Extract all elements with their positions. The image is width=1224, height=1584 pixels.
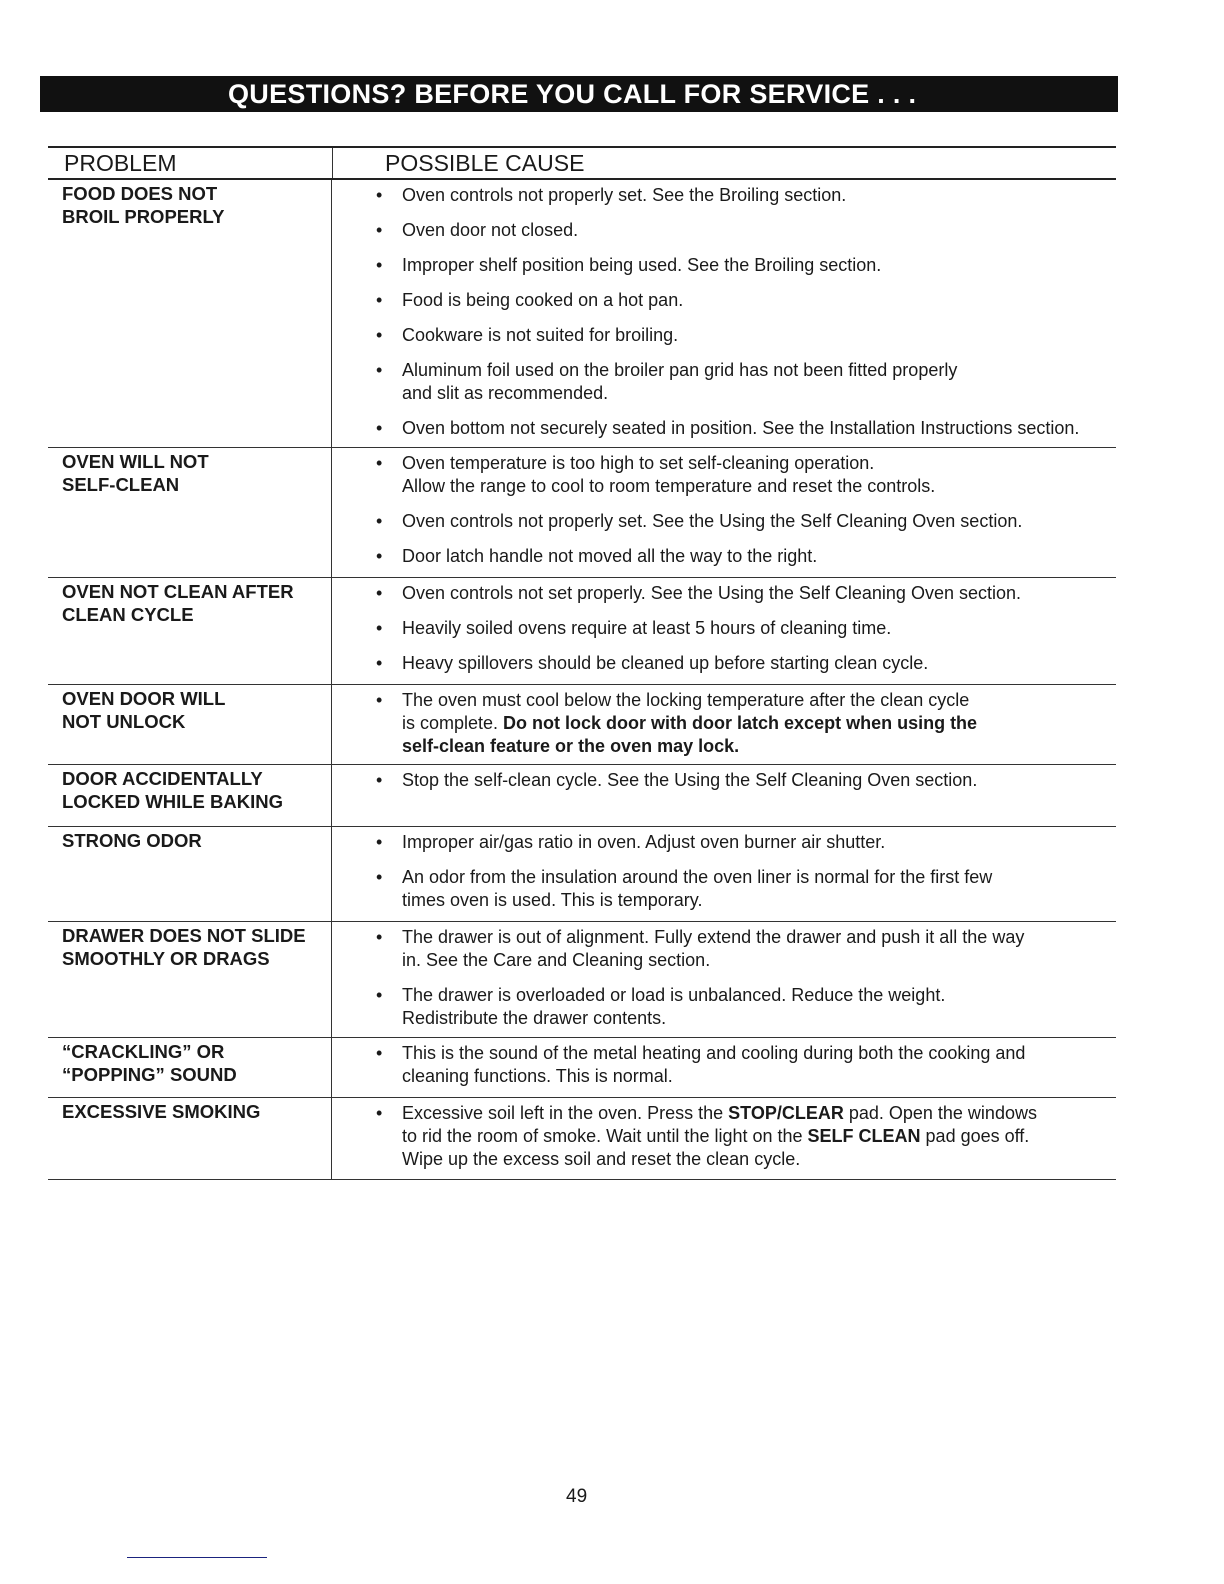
table-row — [48, 1098, 1116, 1180]
cause-text: Oven controls not set properly. See the Using the Self Cleaning Oven section. — [402, 583, 1022, 603]
bullet-icon: • — [376, 583, 383, 603]
bullet-icon: • — [376, 867, 383, 887]
causes-cell — [332, 1038, 1116, 1097]
table-header — [48, 148, 1116, 180]
causes-cell — [332, 1098, 1116, 1179]
problem-cell: STRONG ODOR — [48, 827, 332, 921]
cause-text: Oven temperature is too high to set self-cleaning operation. Allow the range to cool to room temperature and reset the controls. — [402, 453, 936, 496]
cause-text: Improper shelf position being used. See the Broiling section. — [402, 255, 882, 275]
bullet-icon: • — [376, 1103, 383, 1123]
cause-item — [376, 254, 1116, 277]
cause-text: The drawer is overloaded or load is unbalanced. Reduce the weight. Redistribute the drawer contents. — [402, 985, 946, 1028]
cause-text: Food is being cooked on a hot pan. — [402, 290, 684, 310]
table-row — [48, 922, 1116, 1038]
causes-cell — [332, 765, 1116, 826]
problem-cell: EXCESSIVE SMOKING — [48, 1098, 332, 1179]
cause-item — [376, 510, 1116, 533]
cause-text: Door latch handle not moved all the way to the right. — [402, 546, 818, 566]
bullet-icon: • — [376, 220, 383, 240]
bullet-icon: • — [376, 985, 383, 1005]
cause-text: Oven door not closed. — [402, 220, 579, 240]
cause-text: Heavily soiled ovens require at least 5 hours of cleaning time. — [402, 618, 892, 638]
cause-text: Cookware is not suited for broiling. — [402, 325, 679, 345]
bullet-icon: • — [376, 618, 383, 638]
cause-item — [376, 582, 1116, 605]
causes-cell — [332, 685, 1116, 764]
bullet-icon: • — [376, 290, 383, 310]
cause-text: The oven must cool below the locking temperature after the clean cycle is complete. — [402, 690, 970, 733]
causes-cell — [332, 922, 1116, 1037]
bullet-icon: • — [376, 325, 383, 345]
page-title: QUESTIONS? BEFORE YOU CALL FOR SERVICE . . . — [228, 78, 917, 109]
problem-cell: OVEN NOT CLEAN AFTER CLEAN CYCLE — [48, 578, 332, 684]
cause-text: Stop the self-clean cycle. See the Using the Self Cleaning Oven section. — [402, 770, 978, 790]
problem-cell: OVEN WILL NOT SELF-CLEAN — [48, 448, 332, 577]
cause-text: Improper air/gas ratio in oven. Adjust oven burner air shutter. — [402, 832, 886, 852]
footer-rule — [127, 1557, 267, 1558]
cause-item — [376, 324, 1116, 347]
table-row — [48, 1038, 1116, 1098]
table-row — [48, 685, 1116, 765]
cause-text: Excessive soil left in the oven. Press the — [402, 1103, 729, 1123]
title-banner — [40, 76, 1118, 112]
table-row — [48, 180, 1116, 448]
causes-cell — [332, 827, 1116, 921]
cause-text: pad. Open the windows to rid the room of smoke. Wait until the light on the — [402, 1103, 1037, 1146]
troubleshooting-table — [48, 146, 1116, 1180]
cause-item — [376, 984, 1116, 1030]
bullet-icon: • — [376, 546, 383, 566]
cause-emphasis: STOP/CLEAR — [728, 1103, 844, 1123]
header-problem: PROBLEM — [48, 148, 333, 178]
cause-item — [376, 769, 1116, 792]
cause-item — [376, 866, 1116, 912]
cause-text: Aluminum foil used on the broiler pan grid has not been fitted properly and slit as recommended. — [402, 360, 958, 403]
cause-item — [376, 417, 1116, 440]
bullet-icon: • — [376, 185, 383, 205]
cause-item — [376, 452, 1116, 498]
cause-emphasis: Do not lock door with door latch except when using the self-clean feature or the oven may lock. — [402, 713, 978, 756]
bullet-icon: • — [376, 927, 383, 947]
cause-text: Oven bottom not securely seated in position. See the Installation Instructions section. — [402, 418, 1080, 438]
bullet-icon: • — [376, 453, 383, 473]
bullet-icon: • — [376, 511, 383, 531]
cause-item — [376, 545, 1116, 568]
cause-text: Oven controls not properly set. See the Using the Self Cleaning Oven section. — [402, 511, 1023, 531]
causes-cell — [332, 578, 1116, 684]
bullet-icon: • — [376, 832, 383, 852]
cause-text: An odor from the insulation around the oven liner is normal for the first few times oven is used. This is temporary. — [402, 867, 993, 910]
cause-text: pad goes off. Wipe up the excess soil and reset the clean cycle. — [402, 1126, 1030, 1169]
cause-item — [376, 831, 1116, 854]
cause-item — [376, 1042, 1116, 1088]
cause-emphasis: SELF CLEAN — [807, 1126, 921, 1146]
bullet-icon: • — [376, 1043, 383, 1063]
bullet-icon: • — [376, 770, 383, 790]
table-body — [48, 180, 1116, 1180]
bullet-icon: • — [376, 360, 383, 380]
cause-item — [376, 1102, 1116, 1171]
cause-item — [376, 184, 1116, 207]
table-row — [48, 448, 1116, 578]
cause-item — [376, 289, 1116, 312]
header-cause: POSSIBLE CAUSE — [385, 150, 585, 176]
cause-item — [376, 617, 1116, 640]
cause-item — [376, 689, 1116, 758]
bullet-icon: • — [376, 255, 383, 275]
bullet-icon: • — [376, 690, 383, 710]
cause-item — [376, 926, 1116, 972]
problem-cell: DRAWER DOES NOT SLIDE SMOOTHLY OR DRAGS — [48, 922, 332, 1037]
bullet-icon: • — [376, 418, 383, 438]
bullet-icon: • — [376, 653, 383, 673]
problem-cell: FOOD DOES NOT BROIL PROPERLY — [48, 180, 332, 447]
problem-cell: “CRACKLING” OR “POPPING” SOUND — [48, 1038, 332, 1097]
problem-cell: OVEN DOOR WILL NOT UNLOCK — [48, 685, 332, 764]
table-row — [48, 578, 1116, 685]
cause-text: The drawer is out of alignment. Fully extend the drawer and push it all the way in. See the Care and Cleaning section. — [402, 927, 1025, 970]
cause-item — [376, 652, 1116, 675]
causes-cell — [332, 448, 1116, 577]
cause-text: Oven controls not properly set. See the Broiling section. — [402, 185, 847, 205]
problem-cell: DOOR ACCIDENTALLY LOCKED WHILE BAKING — [48, 765, 332, 826]
cause-text: This is the sound of the metal heating and cooling during both the cooking and cleaning functions. This is normal. — [402, 1043, 1026, 1086]
table-row — [48, 765, 1116, 827]
cause-item — [376, 219, 1116, 242]
page-number: 49 — [566, 1486, 588, 1507]
causes-cell — [332, 180, 1116, 447]
cause-text: Heavy spillovers should be cleaned up before starting clean cycle. — [402, 653, 929, 673]
cause-item — [376, 359, 1116, 405]
table-row — [48, 827, 1116, 922]
